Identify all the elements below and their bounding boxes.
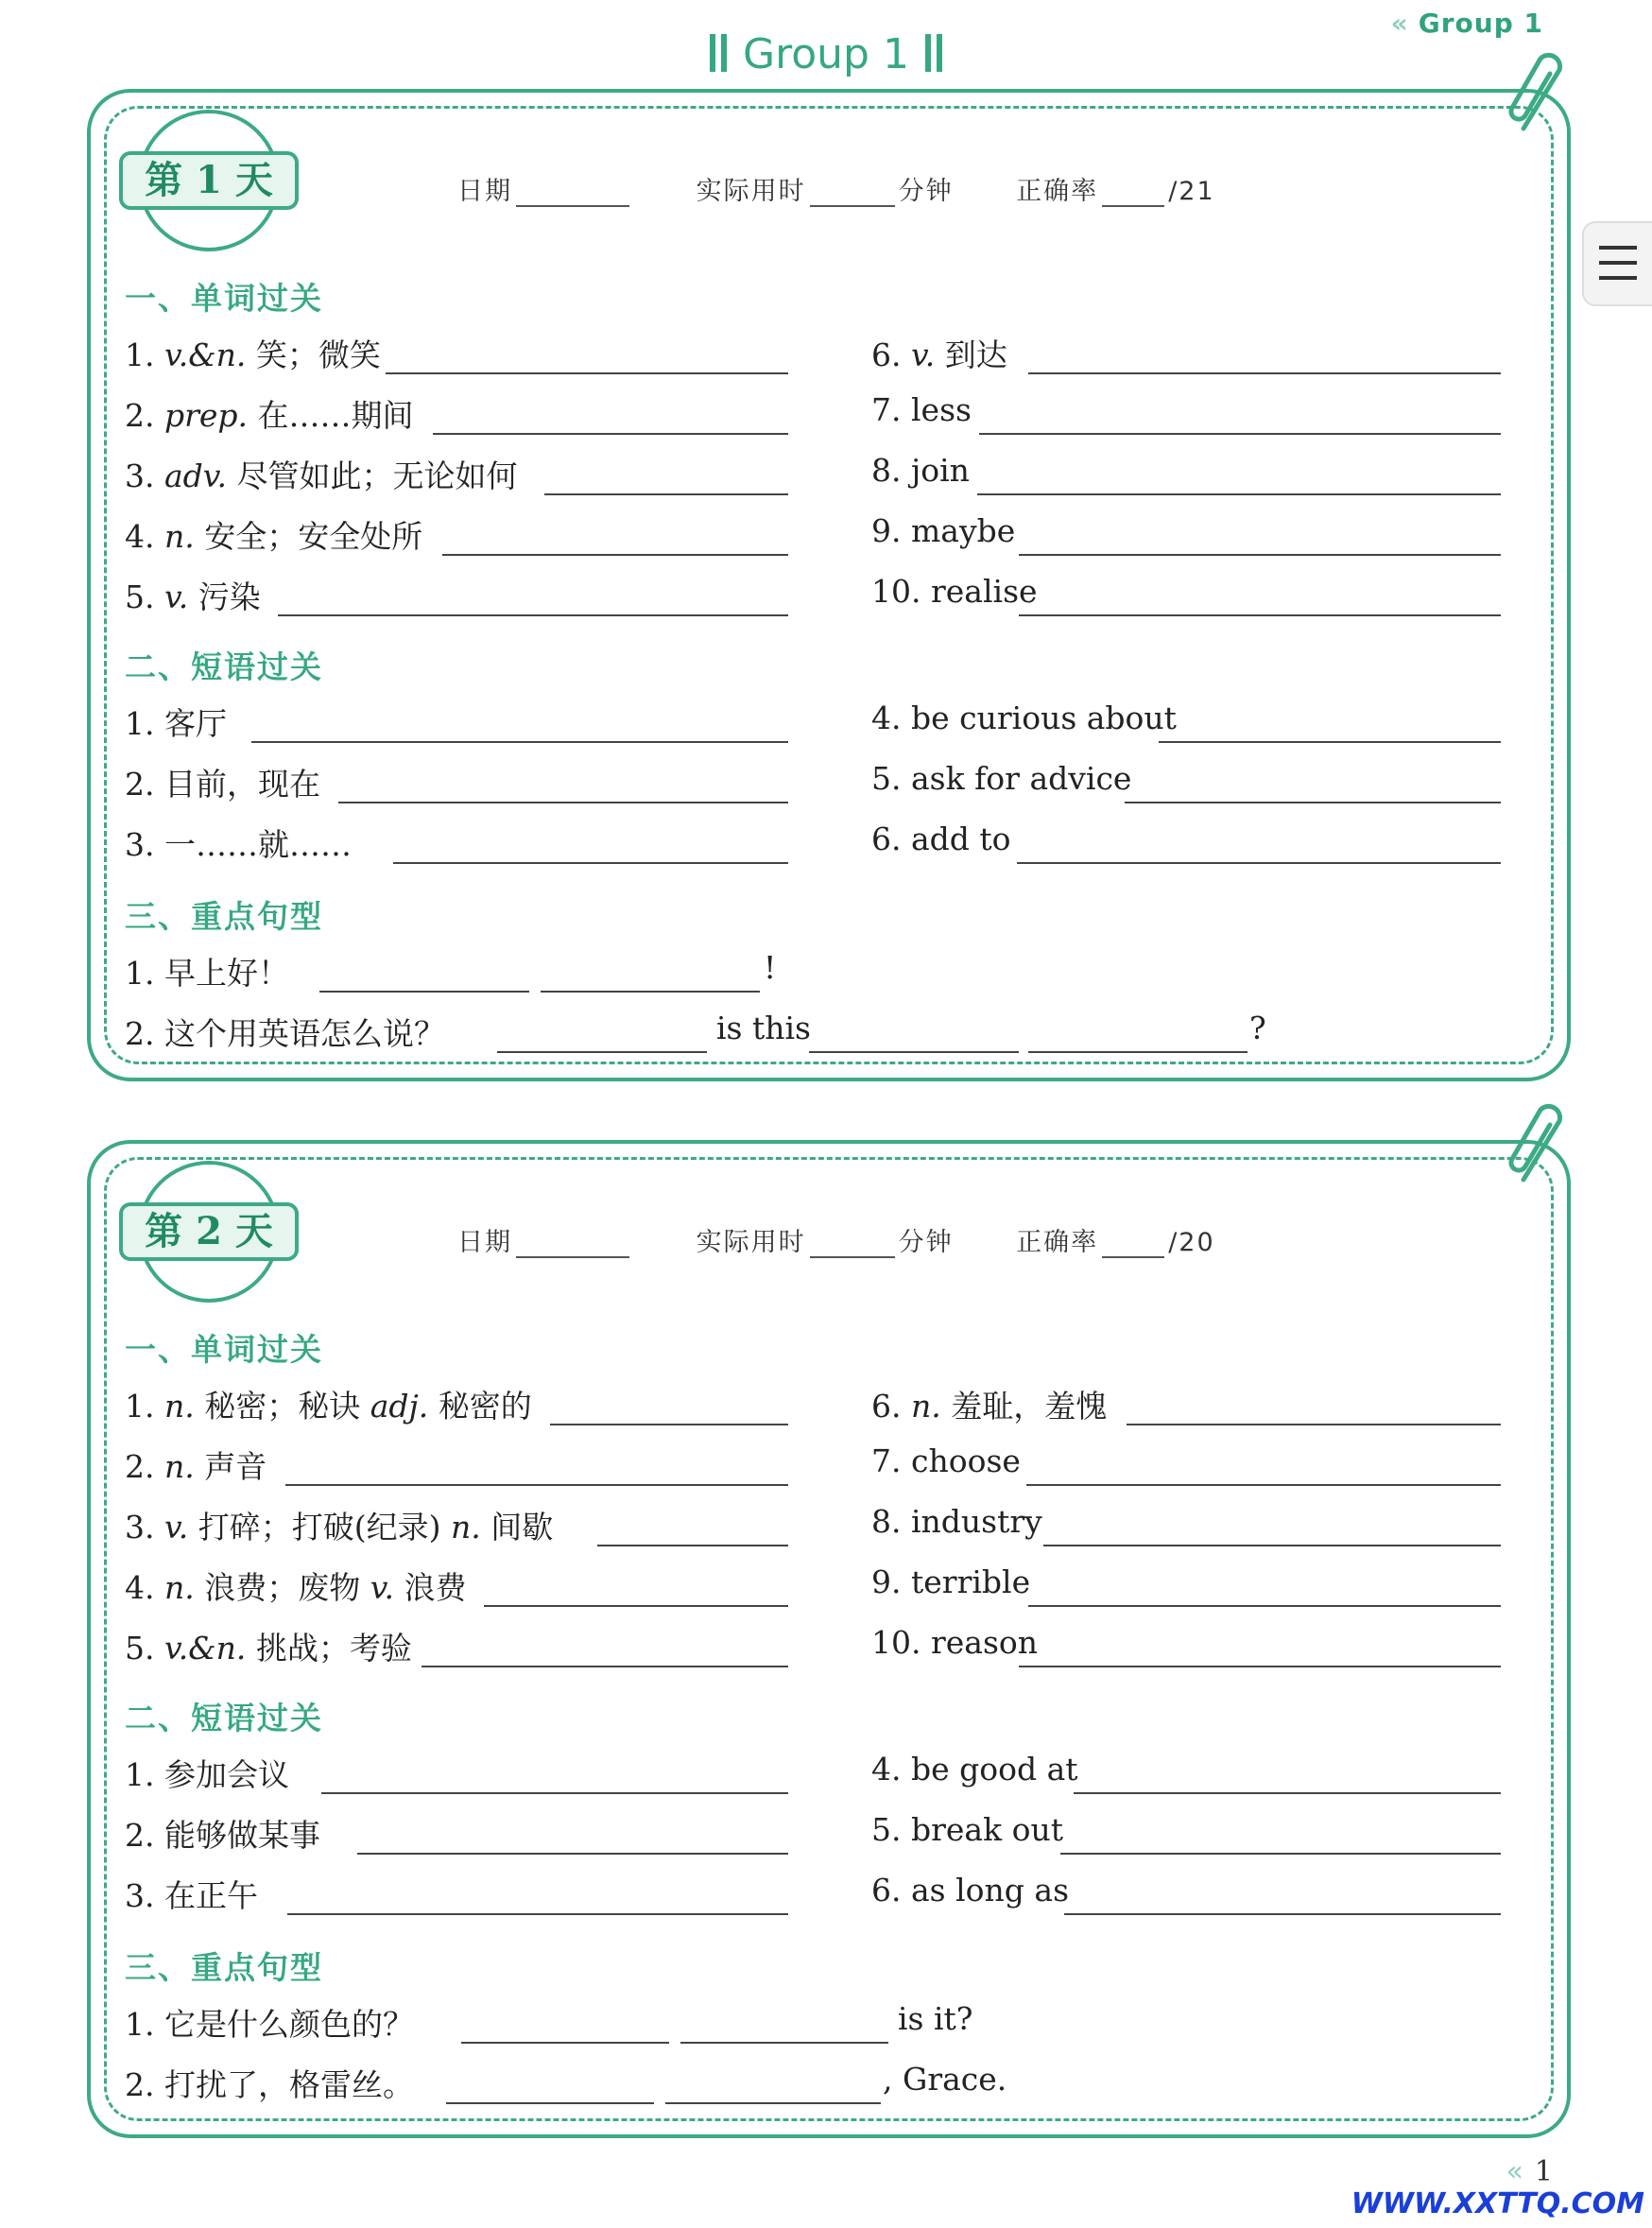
answer-blank[interactable] <box>446 2102 654 2104</box>
list-item: 8. join <box>871 452 970 489</box>
group-title: Group 1 <box>0 30 1652 78</box>
list-item: 2. 目前，现在 <box>125 766 320 803</box>
answer-blank[interactable] <box>442 554 788 556</box>
answer-blank[interactable] <box>285 1484 788 1486</box>
list-item: 4. n. 安全；安全处所 <box>125 518 423 555</box>
answer-blank[interactable] <box>1019 1666 1501 1667</box>
day-card-1 <box>87 89 1571 1081</box>
list-item: 4. be good at <box>871 1751 1078 1788</box>
answer-blank[interactable] <box>809 1051 1019 1053</box>
double-chevron-icon: « <box>1506 2155 1523 2188</box>
answer-blank[interactable] <box>422 1666 788 1667</box>
list-item: 1. 客厅 <box>125 705 227 742</box>
paperclip-icon <box>1506 45 1573 136</box>
answer-blank[interactable] <box>1026 1484 1501 1486</box>
menu-icon[interactable] <box>1582 221 1652 306</box>
day-badge: 第 1 天 <box>119 110 299 251</box>
section-title: 三、重点句型 <box>125 1949 323 1986</box>
answer-blank[interactable] <box>1028 1051 1248 1053</box>
answer-blank[interactable] <box>977 493 1501 495</box>
list-item: 2. 这个用英语怎么说？ <box>125 1015 445 1052</box>
answer-blank[interactable] <box>278 614 788 616</box>
answer-blank[interactable] <box>484 1605 788 1607</box>
list-item: 10. reason <box>871 1624 1039 1661</box>
list-item: 3. 一……就…… <box>125 826 352 863</box>
answer-blank[interactable] <box>665 2102 881 2104</box>
list-item: 6. add to <box>871 820 1011 857</box>
list-item: 5. v. 污染 <box>125 579 261 615</box>
double-chevron-icon: « <box>1390 8 1409 39</box>
day-badge: 第 2 天 <box>119 1161 299 1303</box>
answer-blank[interactable] <box>1060 1853 1501 1855</box>
sentence-end: is it? <box>898 2000 973 2037</box>
list-item: 2. n. 声音 <box>125 1448 267 1485</box>
page-number: « 1 <box>1506 2155 1553 2188</box>
section-title: 二、短语过关 <box>125 648 323 685</box>
answer-blank[interactable] <box>541 991 760 993</box>
list-item: 1. v.&n. 笑；微笑 <box>125 337 381 373</box>
list-item: 7. less <box>871 391 972 428</box>
answer-blank[interactable] <box>357 1853 788 1855</box>
answer-blank[interactable] <box>1064 1913 1501 1915</box>
answer-blank[interactable] <box>1127 1424 1501 1425</box>
section-title: 二、短语过关 <box>125 1700 323 1736</box>
list-item: 6. n. 羞耻，羞愧 <box>871 1388 1108 1425</box>
answer-blank[interactable] <box>979 433 1501 435</box>
answer-blank[interactable] <box>597 1545 788 1546</box>
answer-blank[interactable] <box>1017 862 1501 864</box>
list-item: 1. 早上好！ <box>125 955 289 992</box>
day-meta: 日期 实际用时 分钟 正确率 /21 <box>457 177 1215 206</box>
list-item: 3. adv. 尽管如此；无论如何 <box>125 458 518 494</box>
day-card-2 <box>87 1140 1571 2138</box>
list-item: 5. ask for advice <box>871 760 1132 797</box>
watermark: WWW.XXTTQ.COM <box>1351 2187 1644 2220</box>
answer-blank[interactable] <box>680 2042 888 2044</box>
answer-blank[interactable] <box>319 991 529 993</box>
answer-blank[interactable] <box>1074 1792 1501 1794</box>
answer-blank[interactable] <box>497 1051 707 1053</box>
answer-blank[interactable] <box>1019 614 1501 616</box>
answer-blank[interactable] <box>1028 372 1501 374</box>
answer-blank[interactable] <box>433 433 788 435</box>
list-item: 9. terrible <box>871 1563 1031 1600</box>
answer-blank[interactable] <box>1125 802 1501 803</box>
answer-blank[interactable] <box>386 372 788 374</box>
list-item: 3. 在正午 <box>125 1877 258 1914</box>
answer-blank[interactable] <box>1043 1545 1501 1546</box>
list-item: 6. as long as <box>871 1872 1069 1908</box>
answer-blank[interactable] <box>1019 554 1501 556</box>
answer-blank[interactable] <box>1159 741 1501 743</box>
list-item: 9. maybe <box>871 512 1016 549</box>
list-item: 2. 打扰了，格雷丝。 <box>125 2066 414 2103</box>
list-item: 2. prep. 在……期间 <box>125 397 414 434</box>
answer-blank[interactable] <box>321 1792 788 1794</box>
answer-blank[interactable] <box>338 802 788 803</box>
sentence-end: ? <box>1249 1010 1266 1046</box>
sentence-end: , Grace. <box>883 2061 1007 2098</box>
list-item: 10. realise <box>871 573 1038 610</box>
answer-blank[interactable] <box>1028 1605 1501 1607</box>
list-item: 1. 它是什么颜色的？ <box>125 2006 414 2043</box>
list-item: 2. 能够做某事 <box>125 1817 320 1854</box>
answer-blank[interactable] <box>550 1424 788 1425</box>
answer-blank[interactable] <box>287 1913 788 1915</box>
list-item: 4. n. 浪费；废物 v. 浪费 <box>125 1569 467 1606</box>
list-item: 6. v. 到达 <box>871 337 1007 373</box>
list-item: 4. be curious about <box>871 699 1177 736</box>
answer-blank[interactable] <box>544 493 788 495</box>
list-item: 1. 参加会议 <box>125 1756 289 1793</box>
sentence-mid: is this <box>716 1010 811 1046</box>
paperclip-icon <box>1506 1097 1573 1187</box>
answer-blank[interactable] <box>393 862 788 864</box>
sentence-end: ! <box>764 949 777 986</box>
section-title: 一、单词过关 <box>125 280 323 317</box>
list-item: 1. n. 秘密；秘诀 adj. 秘密的 <box>125 1388 532 1425</box>
list-item: 7. choose <box>871 1442 1021 1479</box>
section-title: 一、单词过关 <box>125 1331 323 1368</box>
list-item: 3. v. 打碎；打破(纪录) n. 间歇 <box>125 1509 554 1546</box>
group-tag: « Group 1 <box>1390 8 1543 39</box>
list-item: 5. break out <box>871 1811 1063 1848</box>
day-meta: 日期 实际用时 分钟 正确率 /20 <box>457 1228 1215 1257</box>
list-item: 5. v.&n. 挑战；考验 <box>125 1630 412 1667</box>
list-item: 8. industry <box>871 1503 1042 1540</box>
section-title: 三、重点句型 <box>125 898 323 935</box>
answer-blank[interactable] <box>461 2042 669 2044</box>
answer-blank[interactable] <box>251 741 788 743</box>
